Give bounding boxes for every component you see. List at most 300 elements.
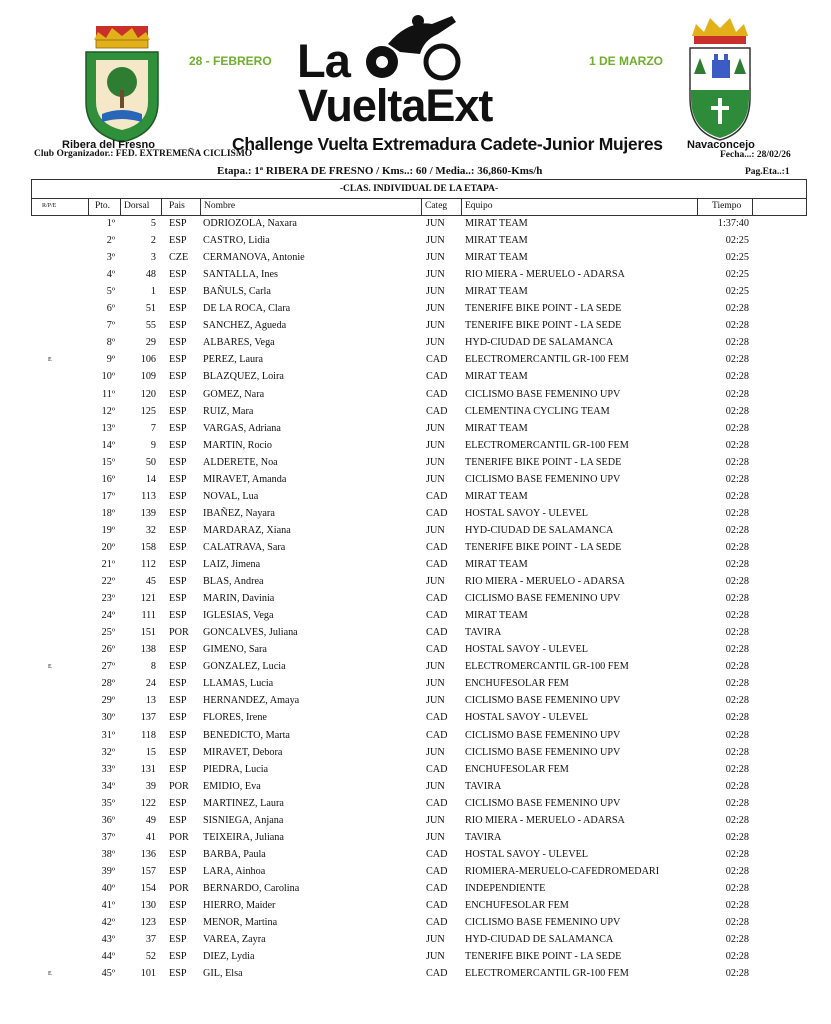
- rider-dorsal: 123: [140, 917, 156, 929]
- rider-country: ESP: [169, 661, 187, 673]
- rider-name: BERNARDO, Carolina: [203, 882, 300, 894]
- rider-time: 02:28: [725, 524, 749, 536]
- rider-dorsal: 101: [140, 968, 156, 980]
- rider-team: MIRAT TEAM: [465, 252, 528, 264]
- rider-category: CAD: [426, 729, 448, 741]
- rider-dorsal: 3: [150, 252, 156, 264]
- rider-name: SISNIEGA, Anjana: [203, 814, 284, 826]
- rider-dorsal: 1: [150, 286, 156, 298]
- table-row: [0, 866, 831, 883]
- column-separator: [161, 198, 162, 216]
- rider-category: CAD: [426, 644, 448, 656]
- rider-position: 27º: [101, 661, 115, 673]
- rider-category: CAD: [426, 712, 448, 724]
- rider-name: LARA, Ainhoa: [203, 865, 266, 877]
- rider-category: JUN: [426, 831, 445, 843]
- rider-country: ESP: [169, 269, 187, 281]
- rider-position: 2º: [106, 235, 115, 247]
- navaconcejo-coat-of-arms: [686, 14, 754, 142]
- rider-dorsal: 15: [145, 746, 156, 758]
- rider-country: ESP: [169, 371, 187, 383]
- rider-position: 40º: [101, 882, 115, 894]
- rider-country: ESP: [169, 900, 187, 911]
- rider-category: CAD: [426, 797, 448, 809]
- rider-name: MIRAVET, Debora: [203, 746, 283, 758]
- rider-category: JUN: [426, 320, 445, 332]
- rider-name: FLORES, Irene: [203, 712, 267, 724]
- rider-category: JUN: [426, 780, 445, 792]
- rider-time: 02:28: [725, 610, 749, 622]
- rider-category: CAD: [426, 968, 448, 980]
- rider-category: CAD: [426, 610, 448, 622]
- cyclist-logo-icon: [360, 12, 470, 82]
- rider-position: 30º: [101, 712, 115, 724]
- rider-name: DIEZ, Lydia: [203, 951, 255, 963]
- rider-team: ENCHUFESOLAR FEM: [465, 763, 569, 775]
- table-row: [0, 440, 831, 457]
- rider-time: 02:28: [725, 320, 749, 332]
- rider-name: VARGAS, Adriana: [203, 422, 281, 434]
- rider-team: RIO MIERA - MERUELO - ADARSA: [465, 576, 625, 588]
- rider-team: ENCHUFESOLAR FEM: [465, 900, 569, 911]
- rider-team: CICLISMO BASE FEMENINO UPV: [465, 746, 621, 758]
- rider-dorsal: 121: [140, 593, 156, 605]
- rider-name: IGLESIAS, Vega: [203, 610, 274, 622]
- rider-country: ESP: [169, 917, 187, 929]
- date-right: 1 DE MARZO: [589, 54, 664, 68]
- table-row: [0, 389, 831, 406]
- table-row: [0, 406, 831, 423]
- rider-team: HYD-CIUDAD DE SALAMANCA: [465, 337, 614, 349]
- rider-dorsal: 120: [140, 388, 156, 400]
- rider-team: HYD-CIUDAD DE SALAMANCA: [465, 524, 614, 536]
- table-row: [0, 764, 831, 781]
- rider-name: HIERRO, Maider: [203, 900, 276, 911]
- rider-team: HOSTAL SAVOY - ULEVEL: [465, 644, 589, 656]
- rider-dorsal: 136: [140, 848, 156, 860]
- rider-dorsal: 118: [141, 729, 156, 741]
- rider-country: ESP: [169, 337, 187, 349]
- column-separator: [697, 198, 698, 216]
- rider-dorsal: 157: [140, 865, 156, 877]
- table-row: [0, 712, 831, 729]
- table-row: [0, 883, 831, 900]
- rider-category: JUN: [426, 934, 445, 946]
- rider-team: ELECTROMERCANTIL GR-100 FEM: [465, 661, 629, 673]
- rider-position: 16º: [101, 473, 115, 485]
- rider-team: ENCHUFESOLAR FEM: [465, 678, 569, 690]
- rider-time: 02:25: [725, 286, 749, 298]
- rider-position: 34º: [101, 780, 115, 792]
- table-row: [0, 917, 831, 934]
- rider-name: BENEDICTO, Marta: [203, 729, 290, 741]
- rider-country: ESP: [169, 934, 187, 946]
- table-row: [0, 730, 831, 747]
- rider-time: 02:28: [725, 678, 749, 690]
- table-row: [0, 610, 831, 627]
- club-organizer: Club Organizador.: FED. EXTREMEÑA CICLISMO: [34, 149, 253, 159]
- table-row: [0, 303, 831, 320]
- rider-team: MIRAT TEAM: [465, 610, 528, 622]
- rider-team: MIRAT TEAM: [465, 235, 528, 247]
- rider-time: 02:28: [725, 422, 749, 434]
- rider-country: ESP: [169, 490, 187, 502]
- rider-team: CICLISMO BASE FEMENINO UPV: [465, 797, 621, 809]
- rider-dorsal: 9: [150, 439, 156, 451]
- rider-time: 02:28: [725, 712, 749, 724]
- rider-country: ESP: [169, 695, 187, 707]
- rider-position: 4º: [106, 269, 115, 281]
- rider-position: 11º: [102, 388, 115, 400]
- rider-country: ESP: [169, 678, 187, 690]
- rider-rpe-flag: E: [48, 357, 52, 364]
- rider-dorsal: 52: [145, 951, 156, 963]
- table-row: [0, 457, 831, 474]
- rider-dorsal: 131: [140, 763, 156, 775]
- rider-team: CLEMENTINA CYCLING TEAM: [465, 405, 610, 417]
- rider-category: JUN: [426, 218, 445, 229]
- table-row: [0, 678, 831, 695]
- rider-position: 28º: [101, 678, 115, 690]
- rider-category: JUN: [426, 746, 445, 758]
- rider-time: 02:28: [725, 661, 749, 673]
- rider-position: 42º: [101, 917, 115, 929]
- rider-category: JUN: [426, 951, 445, 963]
- rider-dorsal: 24: [145, 678, 156, 690]
- rider-position: 9º: [106, 354, 115, 366]
- rider-time: 02:28: [725, 746, 749, 758]
- rider-time: 02:28: [725, 882, 749, 894]
- table-row: [0, 951, 831, 968]
- rider-position: 22º: [101, 576, 115, 588]
- table-row: [0, 337, 831, 354]
- rider-position: 45º: [101, 968, 115, 980]
- rider-name: LLAMAS, Lucia: [203, 678, 274, 690]
- town-left-label: Ribera del Fresno: [62, 139, 155, 151]
- col-header-pais: Pais: [169, 201, 185, 211]
- rider-dorsal: 151: [140, 627, 156, 639]
- rider-category: CAD: [426, 917, 448, 929]
- rider-name: DE LA ROCA, Clara: [203, 303, 291, 315]
- rider-position: 15º: [101, 456, 115, 468]
- rider-rpe-flag: E: [48, 971, 52, 978]
- rider-country: ESP: [169, 507, 187, 519]
- rider-position: 12º: [101, 405, 115, 417]
- rider-position: 10º: [101, 371, 115, 383]
- section-title: -CLAS. INDIVIDUAL DE LA ETAPA-: [339, 184, 499, 194]
- rider-dorsal: 154: [140, 882, 156, 894]
- rider-position: 44º: [101, 951, 115, 963]
- rider-country: ESP: [169, 865, 187, 877]
- rider-category: CAD: [426, 490, 448, 502]
- table-row: [0, 934, 831, 951]
- rider-country: ESP: [169, 644, 187, 656]
- rider-team: TAVIRA: [465, 831, 502, 843]
- rider-name: EMIDIO, Eva: [203, 780, 261, 792]
- rider-name: TEIXEIRA, Juliana: [203, 831, 284, 843]
- rider-time: 02:28: [725, 354, 749, 366]
- town-right-label: Navaconcejo: [687, 139, 755, 151]
- stage-info: Etapa.: 1ª RIBERA DE FRESNO / Kms..: 60 / Media..: 36,860-Kms/h: [217, 165, 543, 177]
- logo-text-la: La: [297, 34, 350, 87]
- rider-position: 32º: [101, 746, 115, 758]
- rider-category: JUN: [426, 814, 445, 826]
- rider-team: MIRAT TEAM: [465, 286, 528, 298]
- rider-position: 21º: [101, 559, 115, 570]
- rider-category: JUN: [426, 661, 445, 673]
- rider-dorsal: 55: [145, 320, 156, 332]
- rider-name: PEREZ, Laura: [203, 354, 263, 366]
- rider-name: BLAZQUEZ, Loira: [203, 371, 284, 383]
- column-separator: [200, 198, 201, 216]
- rider-country: ESP: [169, 968, 187, 980]
- rider-team: RIO MIERA - MERUELO - ADARSA: [465, 814, 625, 826]
- rider-position: 3º: [106, 252, 115, 264]
- table-row: [0, 235, 831, 252]
- rider-country: ESP: [169, 303, 187, 315]
- rider-name: ALDERETE, Noa: [203, 456, 278, 468]
- rider-country: ESP: [169, 218, 187, 229]
- rider-team: CICLISMO BASE FEMENINO UPV: [465, 473, 621, 485]
- rider-time: 02:28: [725, 559, 749, 570]
- rider-position: 17º: [101, 490, 115, 502]
- rider-name: MARTINEZ, Laura: [203, 797, 284, 809]
- table-row: [0, 491, 831, 508]
- rider-time: 02:28: [725, 968, 749, 980]
- rider-team: CICLISMO BASE FEMENINO UPV: [465, 593, 621, 605]
- rider-country: ESP: [169, 354, 187, 366]
- rider-team: HOSTAL SAVOY - ULEVEL: [465, 848, 589, 860]
- rider-name: BLAS, Andrea: [203, 576, 264, 588]
- rider-country: POR: [169, 627, 189, 639]
- rider-time: 02:25: [725, 235, 749, 247]
- rider-time: 02:28: [725, 797, 749, 809]
- rider-country: ESP: [169, 848, 187, 860]
- rider-position: 37º: [101, 831, 115, 843]
- rider-dorsal: 112: [141, 559, 156, 570]
- rider-name: GONZALEZ, Lucia: [203, 661, 286, 673]
- rider-time: 02:28: [725, 934, 749, 946]
- table-row: [0, 252, 831, 269]
- rider-country: ESP: [169, 320, 187, 332]
- rider-category: JUN: [426, 456, 445, 468]
- rider-time: 02:28: [725, 371, 749, 383]
- rider-dorsal: 137: [140, 712, 156, 724]
- rider-time: 02:28: [725, 917, 749, 929]
- rider-team: HOSTAL SAVOY - ULEVEL: [465, 712, 589, 724]
- rider-time: 02:28: [725, 900, 749, 911]
- rider-time: 02:28: [725, 831, 749, 843]
- rider-team: TENERIFE BIKE POINT - LA SEDE: [465, 541, 622, 553]
- rider-name: ALBARES, Vega: [203, 337, 275, 349]
- rider-team: TENERIFE BIKE POINT - LA SEDE: [465, 951, 622, 963]
- col-header-pto: Pto.: [95, 201, 111, 211]
- column-separator: [88, 198, 89, 216]
- rider-team: CICLISMO BASE FEMENINO UPV: [465, 917, 621, 929]
- rider-position: 43º: [101, 934, 115, 946]
- rider-dorsal: 122: [140, 797, 156, 809]
- col-header-equipo: Equipo: [465, 201, 493, 211]
- rider-category: CAD: [426, 627, 448, 639]
- column-separator: [421, 198, 422, 216]
- rider-dorsal: 158: [140, 541, 156, 553]
- rider-name: MARTIN, Rocio: [203, 439, 272, 451]
- table-row: [0, 286, 831, 303]
- rider-dorsal: 39: [145, 780, 156, 792]
- rider-time: 1:37:40: [717, 218, 749, 229]
- table-row: [0, 627, 831, 644]
- rider-time: 02:28: [725, 439, 749, 451]
- rider-time: 02:28: [725, 593, 749, 605]
- rider-dorsal: 32: [145, 524, 156, 536]
- table-row: [0, 508, 831, 525]
- rider-name: NOVAL, Lua: [203, 490, 259, 502]
- rider-team: TAVIRA: [465, 627, 502, 639]
- rider-position: 8º: [106, 337, 115, 349]
- rider-position: 23º: [101, 593, 115, 605]
- rider-dorsal: 139: [140, 507, 156, 519]
- rider-team: TENERIFE BIKE POINT - LA SEDE: [465, 456, 622, 468]
- rider-category: CAD: [426, 507, 448, 519]
- rider-category: JUN: [426, 695, 445, 707]
- rider-name: ODRIOZOLA, Naxara: [203, 218, 297, 229]
- rider-name: GIMENO, Sara: [203, 644, 267, 656]
- rider-position: 33º: [101, 763, 115, 775]
- rider-country: ESP: [169, 456, 187, 468]
- table-row: [0, 644, 831, 661]
- rider-country: ESP: [169, 422, 187, 434]
- rider-dorsal: 113: [141, 490, 156, 502]
- rider-dorsal: 13: [145, 695, 156, 707]
- table-row: [0, 576, 831, 593]
- rider-dorsal: 50: [145, 456, 156, 468]
- rider-dorsal: 14: [145, 473, 156, 485]
- rider-time: 02:28: [725, 814, 749, 826]
- rider-name: HERNANDEZ, Amaya: [203, 695, 300, 707]
- rider-position: 29º: [101, 695, 115, 707]
- col-header-nombre: Nombre: [204, 201, 236, 211]
- rider-dorsal: 111: [141, 610, 156, 622]
- rider-position: 24º: [101, 610, 115, 622]
- rider-time: 02:28: [725, 456, 749, 468]
- table-row: [0, 815, 831, 832]
- event-title: Challenge Vuelta Extremadura Cadete-Junior Mujeres: [232, 134, 663, 154]
- logo-text-vuelta-ext: VueltaExt: [298, 80, 493, 131]
- rider-name: VAREA, Zayra: [203, 934, 266, 946]
- rider-category: CAD: [426, 848, 448, 860]
- rider-time: 02:28: [725, 627, 749, 639]
- rider-dorsal: 8: [150, 661, 156, 673]
- rider-category: JUN: [426, 473, 445, 485]
- rider-dorsal: 109: [140, 371, 156, 383]
- rider-category: JUN: [426, 252, 445, 264]
- rider-time: 02:28: [725, 848, 749, 860]
- col-header-tiempo: Tiempo: [712, 201, 742, 211]
- table-row: [0, 559, 831, 576]
- rider-name: MARIN, Davinia: [203, 593, 275, 605]
- rider-time: 02:28: [725, 337, 749, 349]
- rider-team: MIRAT TEAM: [465, 371, 528, 383]
- rider-time: 02:28: [725, 490, 749, 502]
- rider-dorsal: 106: [140, 354, 156, 366]
- rider-category: CAD: [426, 865, 448, 877]
- rider-category: JUN: [426, 337, 445, 349]
- date-left: 28 - FEBRERO: [189, 54, 272, 68]
- rider-category: JUN: [426, 678, 445, 690]
- rider-dorsal: 5: [150, 218, 156, 229]
- rider-name: GOMEZ, Nara: [203, 388, 265, 400]
- table-row: [0, 542, 831, 559]
- rider-position: 14º: [101, 439, 115, 451]
- rider-position: 18º: [101, 507, 115, 519]
- rider-time: 02:28: [725, 541, 749, 553]
- table-row: [0, 525, 831, 542]
- rider-country: ESP: [169, 524, 187, 536]
- rider-time: 02:28: [725, 405, 749, 417]
- rider-team: ELECTROMERCANTIL GR-100 FEM: [465, 968, 629, 980]
- rider-team: TENERIFE BIKE POINT - LA SEDE: [465, 320, 622, 332]
- rider-name: LAIZ, Jimena: [203, 559, 261, 570]
- rider-country: ESP: [169, 763, 187, 775]
- rider-team: CICLISMO BASE FEMENINO UPV: [465, 695, 621, 707]
- table-row: [0, 269, 831, 286]
- rider-time: 02:28: [725, 763, 749, 775]
- rider-team: INDEPENDIENTE: [465, 882, 546, 894]
- rider-time: 02:28: [725, 303, 749, 315]
- rider-team: RIOMIERA-MERUELO-CAFEDROMEDARI: [465, 865, 660, 877]
- rider-category: CAD: [426, 882, 448, 894]
- rider-dorsal: 138: [140, 644, 156, 656]
- rider-country: ESP: [169, 712, 187, 724]
- rider-category: JUN: [426, 286, 445, 298]
- rider-position: 1º: [106, 218, 115, 229]
- rider-country: ESP: [169, 473, 187, 485]
- table-header-divider: [31, 198, 807, 199]
- rider-name: MARDARAZ, Xiana: [203, 524, 291, 536]
- rider-time: 02:28: [725, 729, 749, 741]
- rider-country: ESP: [169, 576, 187, 588]
- col-header-rpe: R/P/E: [42, 203, 57, 209]
- rider-country: ESP: [169, 746, 187, 758]
- rider-name: BARBA, Paula: [203, 848, 266, 860]
- table-row: [0, 781, 831, 798]
- col-header-categ: Categ: [425, 201, 448, 211]
- rider-category: JUN: [426, 422, 445, 434]
- column-separator: [461, 198, 462, 216]
- rider-time: 02:28: [725, 576, 749, 588]
- rider-category: JUN: [426, 235, 445, 247]
- rider-time: 02:28: [725, 507, 749, 519]
- rider-category: JUN: [426, 576, 445, 588]
- table-row: [0, 661, 831, 678]
- rider-name: GONCALVES, Juliana: [203, 627, 298, 639]
- column-separator: [752, 198, 753, 216]
- rider-position: 7º: [106, 320, 115, 332]
- rider-category: JUN: [426, 303, 445, 315]
- table-row: [0, 354, 831, 371]
- rider-dorsal: 45: [145, 576, 156, 588]
- rider-name: PIEDRA, Lucia: [203, 763, 269, 775]
- page-info: Pag.Eta..:1: [745, 167, 790, 177]
- rider-country: CZE: [169, 252, 189, 264]
- rider-position: 6º: [106, 303, 115, 315]
- rider-team: RIO MIERA - MERUELO - ADARSA: [465, 269, 625, 281]
- rider-country: ESP: [169, 286, 187, 298]
- table-row: [0, 832, 831, 849]
- rider-time: 02:28: [725, 473, 749, 485]
- rider-dorsal: 29: [145, 337, 156, 349]
- rider-dorsal: 2: [150, 235, 156, 247]
